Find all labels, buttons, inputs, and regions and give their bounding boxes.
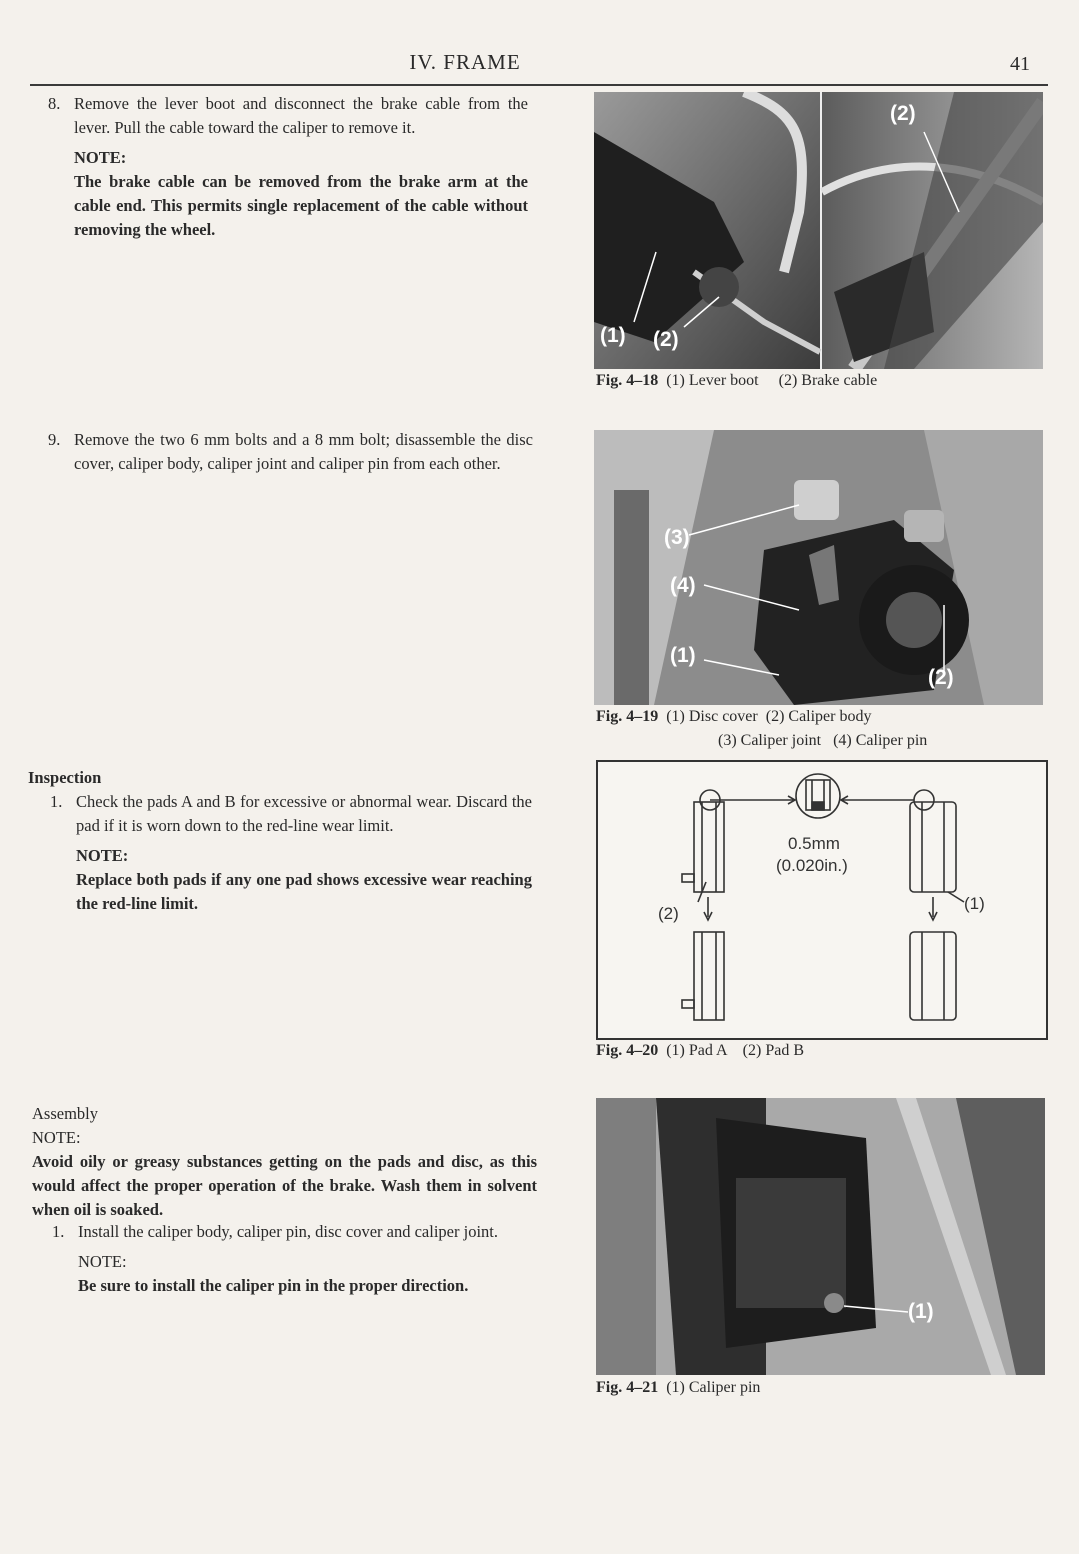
note-label: NOTE: (74, 148, 127, 167)
callout-3: (3) (664, 526, 690, 549)
inspection-heading: Inspection (28, 768, 102, 787)
label-pad-a: (1) (964, 894, 985, 913)
label-pad-b: (2) (658, 904, 679, 923)
step-8 (48, 92, 528, 242)
fig-4-20-diagram (596, 760, 1048, 1040)
wear-limit-in: (0.020in.) (776, 856, 848, 875)
note-text: The brake cable can be removed from the brake arm at the cable end. This permits single replacement of the cable without removing the wheel. (74, 172, 528, 239)
fig-4-18-caption (596, 372, 877, 390)
caption-items: (1) Caliper pin (666, 1379, 761, 1396)
figure-number: Fig. 4–20 (596, 1042, 659, 1059)
caption-line-1: (1) Disc cover (2) Caliper body (666, 708, 872, 725)
note-text: Replace both pads if any one pad shows excessive wear reaching the red-line limit. (76, 870, 532, 913)
running-header: IV. FRAME (409, 50, 521, 74)
assembly-heading: Assembly (32, 1104, 98, 1123)
step-text: Remove the two 6 mm bolts and a 8 mm bolt; disassemble the disc cover, caliper body, caliper joint and caliper pin from each other. (74, 430, 533, 473)
fig-4-19-caption (596, 708, 871, 726)
page-number: 41 (1010, 53, 1030, 75)
fig-4-21-caption (596, 1379, 760, 1397)
step-number: 1. (50, 792, 63, 811)
callout-2: (2) (653, 328, 679, 351)
assembly-section (32, 1102, 537, 1222)
fig-4-18-photo (594, 92, 1043, 369)
figure-number: Fig. 4–19 (596, 708, 659, 725)
callout-2: (2) (928, 666, 954, 689)
note-label: NOTE: (32, 1128, 81, 1147)
callout-4: (4) (670, 574, 696, 597)
header-rule (30, 84, 1048, 86)
step-9 (48, 428, 533, 476)
note-text: Avoid oily or greasy substances getting on the pads and disc, as this would affect the proper operation of the brake. Wash them in solvent when oil is soaked. (32, 1152, 537, 1219)
caliper-assembly-photo-illustration (594, 430, 1043, 705)
caption-items: (1) Pad A (2) Pad B (666, 1042, 804, 1059)
fig-4-21-photo (596, 1098, 1045, 1375)
assembly-step-1 (52, 1220, 534, 1298)
note-text: Be sure to install the caliper pin in the proper direction. (78, 1276, 469, 1295)
step-number: 9. (48, 430, 61, 449)
fig-4-20-caption (596, 1042, 804, 1060)
step-text: Install the caliper body, caliper pin, disc cover and caliper joint. (78, 1222, 498, 1241)
step-text: Remove the lever boot and disconnect the brake cable from the lever. Pull the cable toward the caliper to remove it. (74, 94, 528, 137)
inspection-step-1 (50, 790, 532, 916)
figure-number: Fig. 4–18 (596, 372, 659, 389)
note-label: NOTE: (78, 1252, 127, 1271)
caption-items: (1) Lever boot (2) Brake cable (666, 372, 878, 389)
caption-line-2: (3) Caliper joint (4) Caliper pin (718, 732, 928, 749)
callout-1: (1) (600, 324, 626, 347)
note-label: NOTE: (76, 846, 129, 865)
callout-1: (1) (908, 1300, 934, 1323)
step-number: 1. (52, 1222, 65, 1241)
caliper-pin-photo-illustration (596, 1098, 1045, 1375)
figure-number: Fig. 4–21 (596, 1379, 659, 1396)
step-number: 8. (48, 94, 61, 113)
fig-4-19-photo (594, 430, 1043, 705)
callout-1: (1) (670, 644, 696, 667)
wear-limit-mm: 0.5mm (788, 834, 840, 853)
callout-2: (2) (890, 102, 916, 125)
step-text: Check the pads A and B for excessive or abnormal wear. Discard the pad if it is worn down to the red-line wear limit. (76, 792, 532, 835)
